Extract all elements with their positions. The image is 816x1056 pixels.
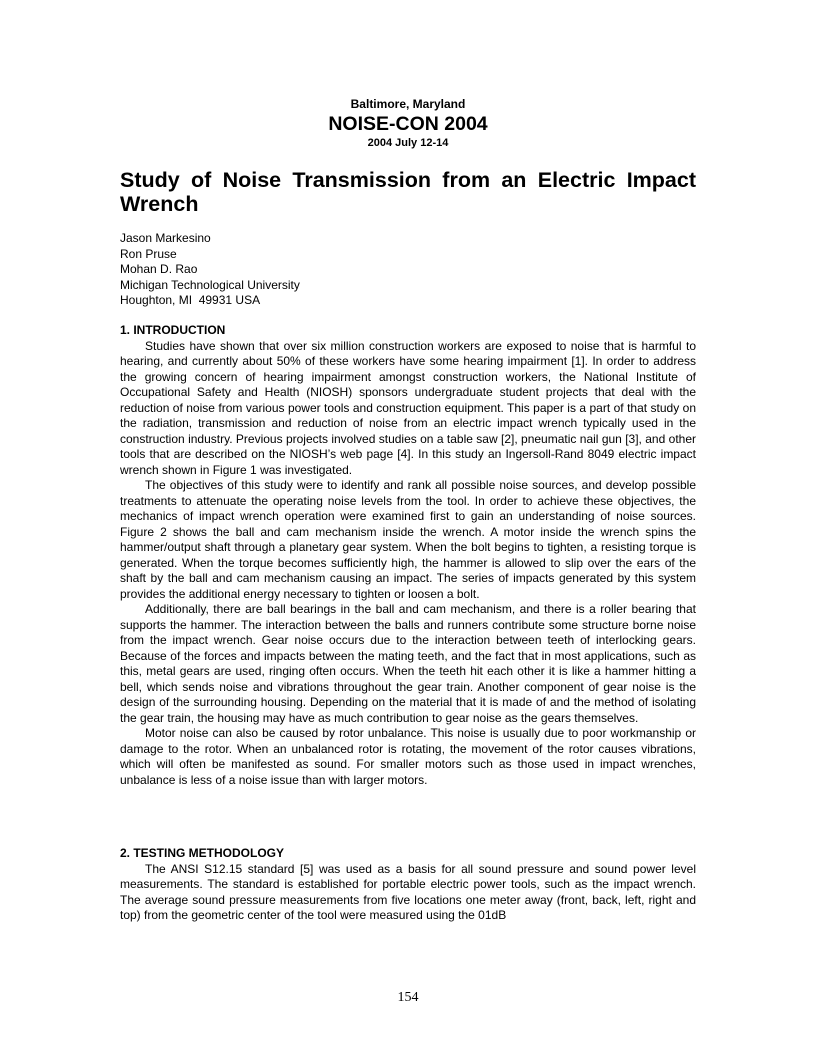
paragraph: Studies have shown that over six million construction workers are exposed to noise that is harmful to hearing, and currently about 50% of these workers have some hearing impairment [1]. In order to address the growing concern of hearing impairment amongst construction workers, the National Institute of Occupational Safety and Health (NIOSH) sponsors undergraduate student projects that deal with the reduction of noise from various power tools and construction equipment. This paper is a part of that study on the radiation, transmission and reduction of noise from an electric impact wrench typically used in the construction industry. Previous projects involved studies on a table saw [2], pneumatic nail gun [3], and other tools that are described on the NIOSH’s web page [4]. In this study an Ingersoll-Rand 8049 electric impact wrench shown in Figure 1 was investigated. [120,338,696,477]
author-block [120,231,696,309]
section-testing-methodology [120,846,696,924]
author-name: Ron Pruse [120,246,177,261]
paragraph: The ANSI S12.15 standard [5] was used as a basis for all sound pressure and sound power level measurements. The standard is established for portable electric power tools, such as the impact wrench. The average sound pressure measurements from five locations one meter away (front, back, left, right and top) from the geometric center of the tool were measured using the 01dB [120,861,696,922]
paper-page [120,0,696,1056]
paragraph: Additionally, there are ball bearings in the ball and cam mechanism, and there is a roller bearing that supports the hammer. The interaction between the balls and runners contribute some structure borne noise from the impact wrench. Gear noise occurs due to the interaction between teeth of interlocking gears. Because of the forces and impacts between the mating teeth, and the fact that in most applications, such as this, metal gears are used, ringing often occurs. When the teeth hit each other it is like a hammer hitting a bell, which sends noise and vibrations throughout the gear train. Another component of gear noise is the design of the surrounding housing. Depending on the material that it is made of and the method of isolating the gear train, the housing may have as much contribution to gear noise as the gears themselves. [120,602,696,725]
paragraph: The objectives of this study were to identify and rank all possible noise sources, and develop possible treatments to attenuate the operating noise levels from the tool. In order to achieve these objectives, the mechanics of impact wrench operation were examined first to gain an understanding of noise sources. Figure 2 shows the ball and cam mechanism inside the wrench. A motor inside the wrench spins the hammer/output shaft through a planetary gear system. When the bolt begins to tighten, a resisting torque is generated. When the torque becomes sufficiently high, the hammer is allowed to slip over the ears of the shaft by the ball and cam mechanism causing an impact. The series of impacts generated by this system provides the additional energy necessary to tighten or loosen a bolt. [120,478,696,601]
page-number: 154 [397,990,419,1005]
section-heading: 1. INTRODUCTION [120,323,226,337]
paragraph: Motor noise can also be caused by rotor unbalance. This noise is usually due to poor workmanship or damage to the rotor. When an unbalanced rotor is rotating, the movement of the rotor causes vibrations, which will often be manifested as sound. For smaller motors such as those used in impact wrenches, unbalance is less of a noise issue than with larger motors. [120,726,696,787]
author-name: Jason Markesino [120,231,211,245]
paper-title: Study of Noise Transmission from an Electric Impact Wrench [120,168,696,216]
conference-location: Baltimore, Maryland [350,97,466,111]
author-affiliation: Michigan Technological University [120,277,300,292]
section-heading: 2. TESTING METHODOLOGY [120,846,285,860]
conference-name: NOISE-CON 2004 [328,113,488,135]
section-introduction [120,323,696,788]
conference-dates: 2004 July 12-14 [367,137,449,149]
author-address: Houghton, MI 49931 USA [120,293,261,307]
author-name: Mohan D. Rao [120,262,198,276]
